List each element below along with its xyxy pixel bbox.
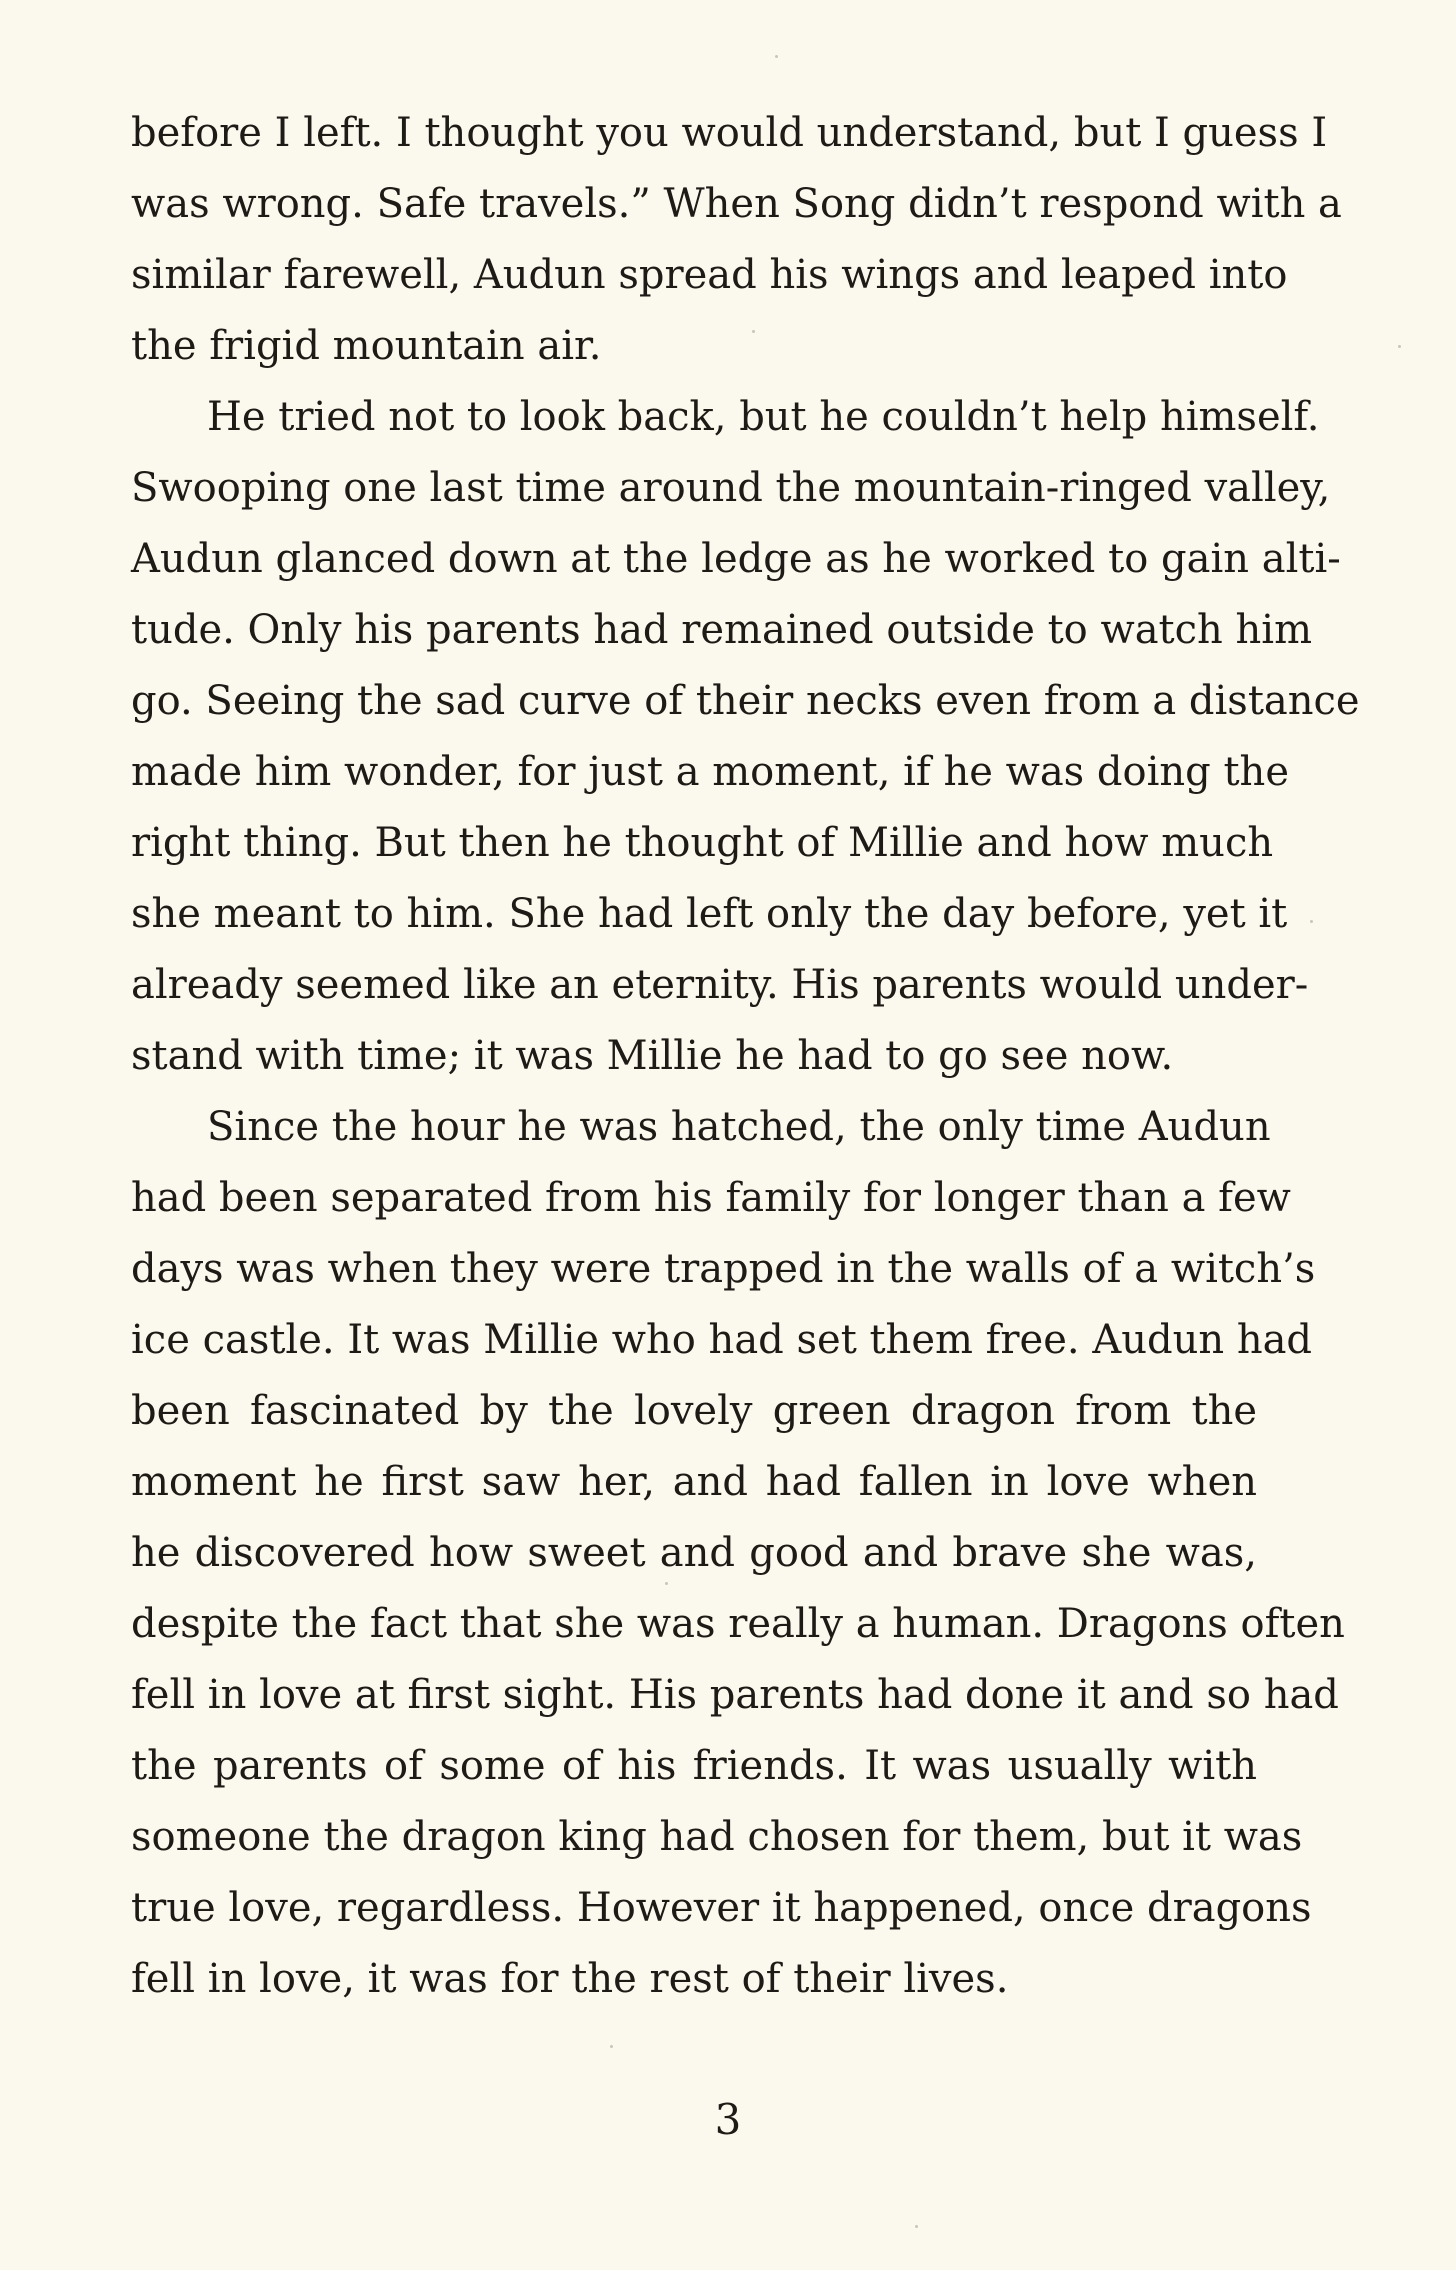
text-line: he discovered how sweet and good and brave she was, [131,1530,1257,1576]
text-line: someone the dragon king had chosen for them, but it was [131,1814,1303,1860]
text-line: stand with time; it was Millie he had to go see now. [131,1033,1174,1079]
text-line: before I left. I thought you would understand, but I guess I [131,110,1328,156]
text-line: was wrong. Safe travels.” When Song didn’t respond with a [131,181,1342,227]
text-line: right thing. But then he thought of Millie and how much [131,820,1274,866]
text-line: Since the hour he was hatched, the only time Audun [207,1104,1271,1150]
page-number: 3 [714,2095,742,2144]
paper-speck [610,2045,613,2048]
text-line: Audun glanced down at the ledge as he worked to gain alti- [131,536,1341,582]
text-line: already seemed like an eternity. His parents would under- [131,962,1309,1008]
text-line: tude. Only his parents had remained outside to watch him [131,607,1312,653]
text-line: despite the fact that she was really a human. Dragons often [131,1601,1345,1647]
text-line: been fascinated by the lovely green dragon from the [131,1388,1257,1434]
text-line: similar farewell, Audun spread his wings and leaped into [131,252,1288,298]
paper-speck [1398,345,1401,348]
text-line: had been separated from his family for longer than a few [131,1175,1291,1221]
paper-speck [1310,920,1313,923]
text-line: fell in love at first sight. His parents had done it and so had [131,1672,1339,1718]
text-line: the frigid mountain air. [131,323,602,369]
body-text [131,98,1360,2015]
text-line: He tried not to look back, but he couldn’t help himself. [207,394,1320,440]
text-line: fell in love, it was for the rest of their lives. [131,1956,1009,2002]
paper-speck [752,330,755,333]
text-line: the parents of some of his friends. It was usually with [131,1743,1257,1789]
paper-speck [665,1582,668,1585]
paper-speck [775,55,778,58]
text-line: moment he first saw her, and had fallen in love when [131,1459,1257,1505]
text-line: she meant to him. She had left only the day before, yet it [131,891,1288,937]
text-line: true love, regardless. However it happened, once dragons [131,1885,1312,1931]
paper-speck [915,2225,918,2228]
text-line: Swooping one last time around the mountain-ringed valley, [131,465,1331,511]
text-line: made him wonder, for just a moment, if he was doing the [131,749,1289,795]
text-line: days was when they were trapped in the walls of a witch’s [131,1246,1316,1292]
text-line: ice castle. It was Millie who had set them free. Audun had [131,1317,1313,1363]
text-line: go. Seeing the sad curve of their necks even from a distance [131,678,1360,724]
